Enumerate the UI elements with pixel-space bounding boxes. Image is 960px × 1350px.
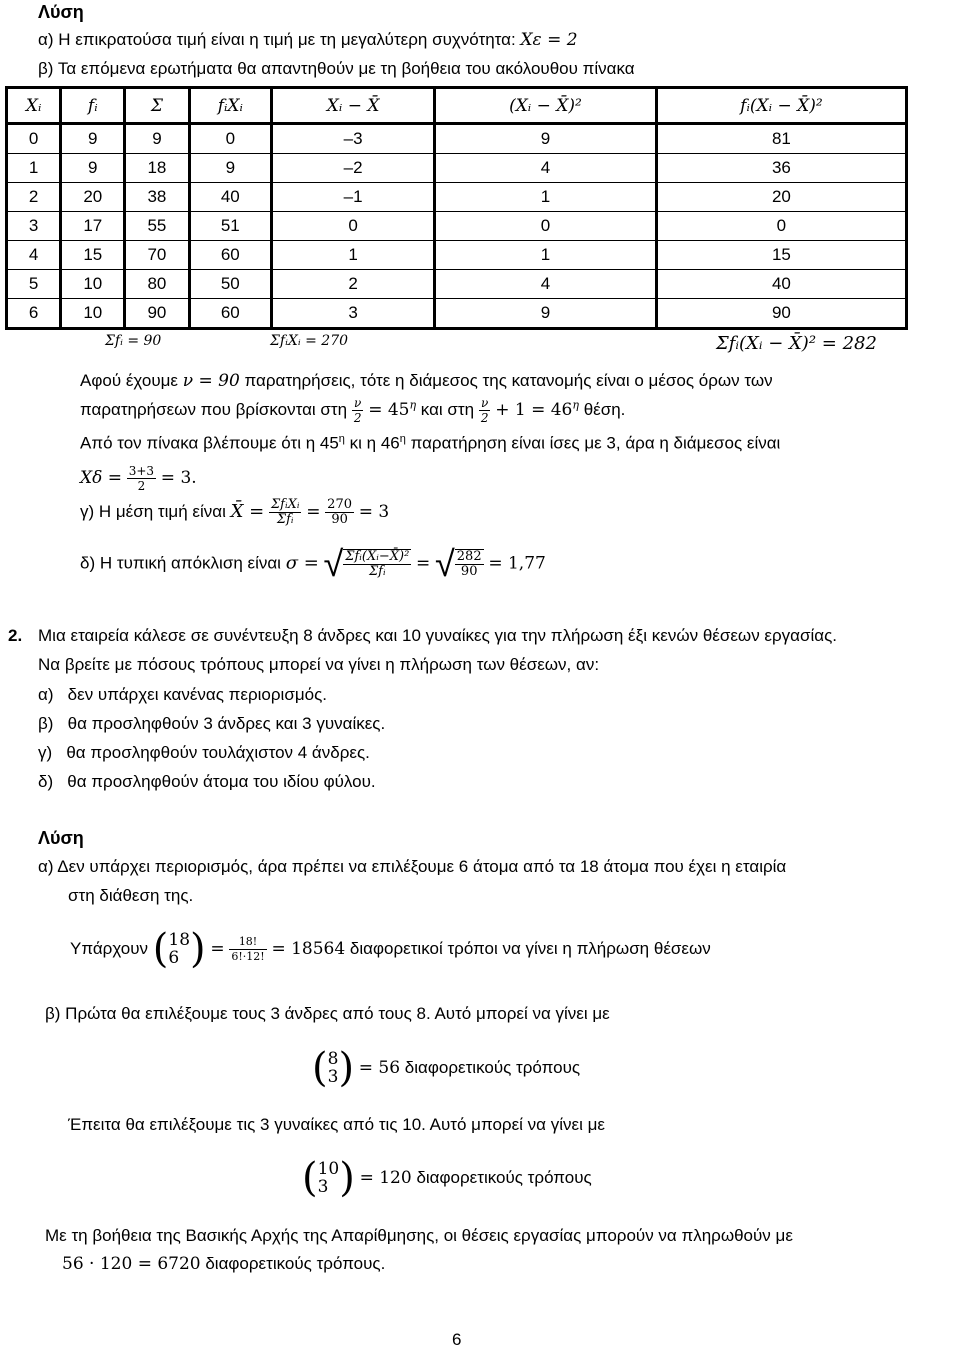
binomial: [168, 931, 190, 967]
denominator: 2: [137, 479, 146, 493]
table-cell: 5: [7, 270, 61, 299]
math: ν = 90: [182, 371, 240, 391]
table-cell: 10: [61, 299, 125, 329]
sum-fx: ΣfᵢXᵢ = 270: [270, 333, 349, 349]
solution-a-line-1: α) Δεν υπάρχει περιορισμός, άρα πρέπει να επιλέξουμε 6 άτομα από τα 18 άτομα που έχει η εταιρία: [38, 857, 787, 876]
math: 56 · 120 = 6720: [62, 1254, 201, 1274]
math: = 45: [368, 399, 410, 420]
table-row: [7, 124, 907, 154]
table-cell: 36: [656, 154, 906, 183]
table-cell: 2: [272, 270, 435, 299]
item-text: θα προσληφθούν τουλάχιστον 4 άνδρες.: [66, 743, 370, 762]
math: + 1 = 46: [495, 399, 573, 420]
problem-item: [38, 685, 327, 705]
numerator: 18!: [229, 935, 266, 950]
sum-f: Σfᵢ = 90: [105, 333, 162, 349]
binom-bottom: 3: [327, 1067, 339, 1087]
header-cell: fᵢ: [61, 88, 125, 124]
table-cell: 81: [656, 124, 906, 154]
header-cell: Xᵢ − X̄: [272, 88, 435, 124]
table-cell: 4: [7, 241, 61, 270]
table-cell: 1: [7, 154, 61, 183]
table-row: [7, 154, 907, 183]
table-cell: 0: [656, 212, 906, 241]
fraction: [455, 549, 484, 579]
solution-a-line-2: στη διάθεση της.: [68, 886, 194, 905]
table-cell: 1: [272, 241, 435, 270]
problem-item: [38, 772, 376, 792]
table-cell: 3: [7, 212, 61, 241]
table-cell: 38: [125, 183, 189, 212]
mean-line: γ) Η μέση τιμή είναι X̄ = $\frac{\text{ΣfᵢXᵢ}}{\text{Σfᵢ}}$ = $\frac{270}{90}$ = 3: [80, 497, 390, 527]
page-number: 6: [452, 1330, 462, 1349]
superscript: η: [409, 398, 417, 412]
table-cell: 9: [435, 299, 657, 329]
text: παρατήρηση είναι ίσες με 3, άρα η διάμεσος είναι: [410, 433, 781, 453]
numerator: ν: [479, 396, 491, 411]
table-cell: 80: [125, 270, 189, 299]
math: X̄ =: [230, 500, 265, 522]
binomial: [328, 1050, 339, 1086]
table-cell: 9: [61, 154, 125, 183]
table-cell: 15: [61, 241, 125, 270]
text: κι η 46: [349, 433, 400, 453]
table-row: [7, 212, 907, 241]
header-cell: (Xᵢ − X̄)²: [435, 88, 657, 124]
item-text: θα προσληφθούν άτομα του ιδίου φύλου.: [67, 772, 376, 791]
superscript: η: [572, 398, 579, 412]
text: γ) Η μέση τιμή είναι: [80, 501, 226, 521]
table-cell: 18: [125, 154, 189, 183]
table-cell: –1: [272, 183, 435, 212]
fraction: [325, 498, 354, 527]
table-cell: 40: [656, 270, 906, 299]
text: διαφορετικούς τρόπους.: [205, 1254, 386, 1273]
table-row: [7, 241, 907, 270]
math: = 56: [358, 1058, 401, 1078]
sqrt-icon: √: [435, 543, 455, 584]
math: = 3.: [160, 467, 197, 488]
math: σ =: [285, 552, 319, 574]
frequency-table: [5, 86, 908, 330]
table-intro: β) Τα επόμενα ερωτήματα θα απαντηθούν με τη βοήθεια του ακόλουθου πίνακα: [38, 59, 635, 78]
math: Xδ =: [80, 467, 122, 488]
table-cell: 70: [125, 241, 189, 270]
text: διαφορετικούς τρόπους: [404, 1058, 581, 1077]
numerator: ν: [352, 396, 364, 411]
table-cell: 4: [435, 154, 657, 183]
problem-item: [38, 714, 385, 734]
problem-prompt: Να βρείτε με πόσους τρόπους μπορεί να γίνει η πλήρωση των θέσεων, αν:: [38, 655, 600, 674]
binomial: [318, 1160, 340, 1196]
superscript: η: [338, 433, 345, 445]
fraction: [343, 549, 411, 579]
binom-bottom: 3: [317, 1177, 329, 1197]
numerator: ΣfᵢXᵢ: [270, 497, 300, 512]
fraction: [229, 935, 266, 964]
table-cell: 3: [272, 299, 435, 329]
solution-heading: Λύση: [38, 828, 84, 848]
header-cell: Σ: [125, 88, 189, 124]
table-cell: 40: [189, 183, 272, 212]
binom-line-2: ( 8 3 ) = 56 διαφορετικούς τρόπους: [312, 1045, 581, 1091]
table-cell: 0: [7, 124, 61, 154]
table-cell: 17: [61, 212, 125, 241]
numerator: 270: [327, 497, 352, 512]
table-cell: 2: [7, 183, 61, 212]
math: = 18564: [271, 939, 346, 959]
item-text: δεν υπάρχει κανένας περιορισμός.: [67, 685, 327, 704]
table-cell: 0: [189, 124, 272, 154]
table-cell: 60: [189, 241, 272, 270]
table-header-row: [7, 88, 907, 124]
fraction: [352, 396, 364, 425]
table-cell: 9: [125, 124, 189, 154]
median-line-4: [80, 464, 197, 493]
binom-top: 10: [317, 1159, 340, 1179]
mode-text: α) Η επικρατούσα τιμή είναι η τιμή με τη μεγαλύτερη συχνότητα:: [38, 30, 516, 49]
table-cell: 4: [435, 270, 657, 299]
stdev-line: δ) Η τυπική απόκλιση είναι σ = √ $\frac{\text{Σfᵢ(Xᵢ−X̄)²}}{\text{Σfᵢ}}$ = √ $\frac{282}{90}$ = 1,77: [80, 543, 546, 584]
text: και στη: [420, 399, 475, 419]
solution-heading: Λύση: [38, 2, 84, 22]
text: διαφορετικούς τρόπους: [416, 1168, 592, 1187]
text: Υπάρχουν: [70, 939, 149, 958]
median-line-2: [80, 396, 625, 425]
then-line: Έπειτα θα επιλέξουμε τις 3 γυναίκες από τις 10. Αυτό μπορεί να γίνει με: [68, 1115, 605, 1134]
text: θέση.: [583, 399, 626, 419]
text: δ) Η τυπική απόκλιση είναι: [80, 553, 281, 573]
text: παρατηρήσεις, τότε η διάμεσος της κατανομής είναι ο μέσος όρων των: [244, 371, 773, 390]
table-row: [7, 299, 907, 329]
final-line: Με τη βοήθεια της Βασικής Αρχής της Απαρίθμησης, οι θέσεις εργασίας μπορούν να πληρωθούν με: [45, 1226, 793, 1245]
item-label: β): [38, 714, 54, 733]
denominator: 90: [460, 564, 478, 579]
table-cell: –3: [272, 124, 435, 154]
table-cell: 6: [7, 299, 61, 329]
table-cell: 55: [125, 212, 189, 241]
table-cell: 1: [435, 183, 657, 212]
denominator: 2: [353, 411, 362, 425]
item-label: α): [38, 685, 54, 704]
problem-item: [38, 743, 370, 763]
numerator: 3+3: [128, 464, 155, 478]
table-row: [7, 183, 907, 212]
table-row: [7, 270, 907, 299]
binom-line-1: Υπάρχουν ( 18 6 ) = $\frac{18!}{6!\cdot 12!}$ = 18564 διαφορετικοί τρόποι να γίνει η πλήρωση θέσεων: [70, 926, 711, 972]
table-cell: 20: [656, 183, 906, 212]
final-result: [62, 1254, 385, 1274]
numerator: Σfᵢ(Xᵢ−X̄)²: [345, 549, 410, 564]
fraction: [127, 464, 156, 493]
denominator: Σfᵢ: [276, 512, 294, 527]
math: = 1,77: [488, 553, 546, 574]
denominator: 2: [480, 411, 489, 425]
table-cell: 9: [189, 154, 272, 183]
table-cell: 1: [435, 241, 657, 270]
numerator: 282: [456, 549, 482, 564]
text: Από τον πίνακα βλέπουμε ότι η 45: [80, 433, 339, 453]
table-cell: 60: [189, 299, 272, 329]
table-cell: 10: [61, 270, 125, 299]
problem-number: 2.: [8, 626, 23, 645]
text: παρατηρήσεων που βρίσκονται στη: [80, 399, 348, 419]
fraction: [269, 498, 302, 527]
table-cell: 50: [189, 270, 272, 299]
sqrt-icon: √: [323, 543, 344, 584]
binom-bottom: 6: [168, 948, 180, 968]
denominator: 6!·12!: [231, 949, 265, 963]
binom-top: 18: [168, 930, 191, 950]
fraction: [479, 396, 491, 425]
table-cell: 0: [272, 212, 435, 241]
header-cell: Xᵢ: [7, 88, 61, 124]
binom-top: 8: [327, 1049, 339, 1069]
item-label: γ): [38, 743, 53, 762]
table-cell: 9: [61, 124, 125, 154]
header-cell: fᵢ(Xᵢ − X̄)²: [656, 88, 906, 124]
item-text: θα προσληφθούν 3 άνδρες και 3 γυναίκες.: [67, 714, 386, 733]
table-cell: 51: [189, 212, 272, 241]
table-cell: 20: [61, 183, 125, 212]
math: = 3: [358, 501, 390, 522]
problem-stem: Μια εταιρεία κάλεσε σε συνέντευξη 8 άνδρες και 10 γυναίκες για την πλήρωση έξι κενών θέσεων εργασίας.: [38, 626, 838, 645]
denominator: Σfᵢ: [368, 564, 386, 579]
header-cell: fᵢXᵢ: [189, 88, 272, 124]
table-cell: 0: [435, 212, 657, 241]
median-line-1: [80, 371, 773, 391]
table-cell: 90: [656, 299, 906, 329]
denominator: 90: [331, 512, 348, 527]
table-cell: 15: [656, 241, 906, 270]
median-line-3: [80, 433, 780, 454]
binom-line-3: ( 10 3 ) = 120 διαφορετικούς τρόπους: [302, 1155, 592, 1201]
mode-line: [38, 30, 578, 50]
table-cell: 9: [435, 124, 657, 154]
table-cell: 90: [125, 299, 189, 329]
sum-dev: Σfᵢ(Xᵢ − X̄)² = 282: [716, 333, 877, 354]
superscript: η: [399, 433, 406, 445]
item-label: δ): [38, 772, 54, 791]
math: = 120: [359, 1168, 412, 1188]
text: διαφορετικοί τρόποι να γίνει η πλήρωση θέσεων: [349, 939, 711, 958]
table-cell: –2: [272, 154, 435, 183]
mode-math: Xε = 2: [520, 30, 578, 50]
text: Αφού έχουμε: [80, 371, 179, 390]
solution-b-line: β) Πρώτα θα επιλέξουμε τους 3 άνδρες από τους 8. Αυτό μπορεί να γίνει με: [45, 1004, 610, 1023]
